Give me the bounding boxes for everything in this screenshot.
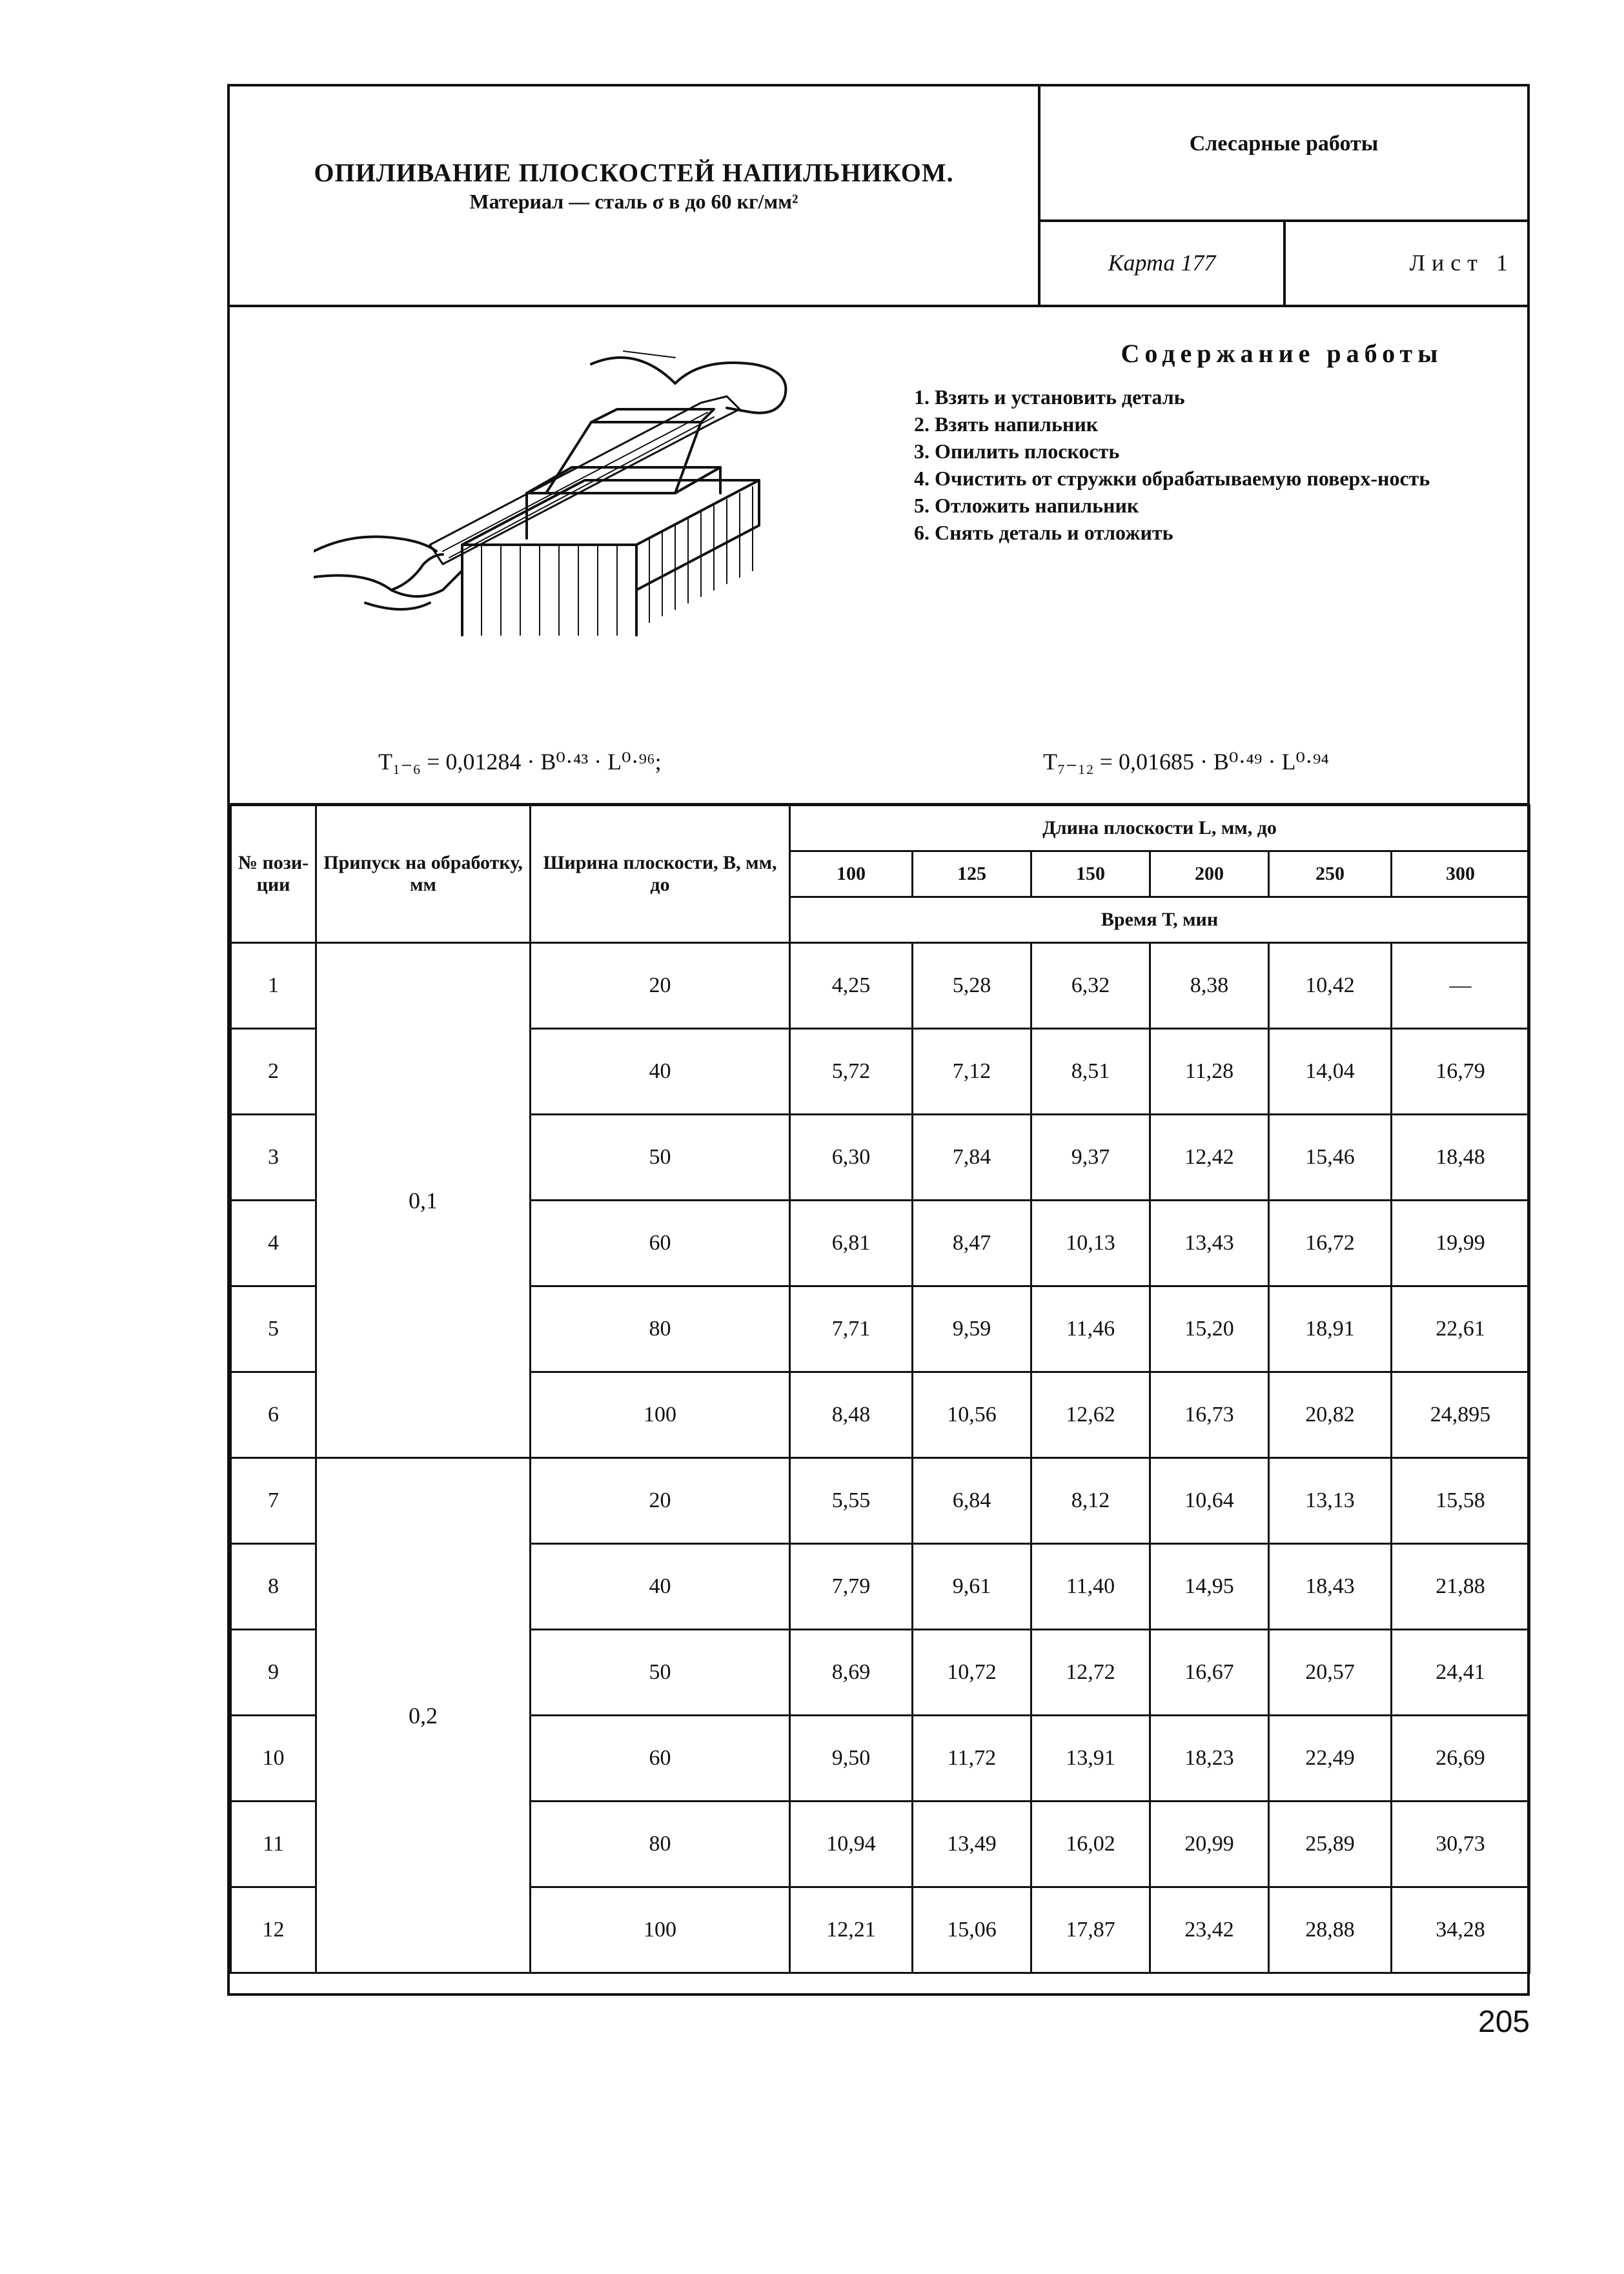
- formula-t1-6: T₁₋₆ = 0,01284 · B⁰·⁴³ · L⁰·⁹⁶;: [378, 749, 662, 775]
- time-value-cell: 11,46: [1031, 1286, 1150, 1372]
- pripusk-cell: 0,1: [316, 943, 531, 1458]
- time-value-cell: 18,48: [1392, 1115, 1530, 1201]
- time-value-cell: 10,94: [790, 1802, 913, 1887]
- time-value-cell: 15,58: [1392, 1458, 1530, 1544]
- position-number-cell: 9: [231, 1630, 316, 1716]
- document-title: ОПИЛИВАНИЕ ПЛОСКОСТЕЙ НАПИЛЬНИКОМ.: [314, 158, 954, 187]
- length-header: 100: [790, 851, 913, 897]
- time-value-cell: 18,23: [1150, 1716, 1269, 1802]
- time-value-cell: 14,04: [1269, 1029, 1392, 1115]
- card-frame: [227, 84, 1530, 1996]
- length-header: 250: [1269, 851, 1392, 897]
- time-value-cell: 4,25: [790, 943, 913, 1029]
- time-value-cell: 6,84: [913, 1458, 1031, 1544]
- time-value-cell: 24,895: [1392, 1372, 1530, 1458]
- time-value-cell: 20,57: [1269, 1630, 1392, 1716]
- width-cell: 20: [531, 943, 790, 1029]
- time-value-cell: 16,67: [1150, 1630, 1269, 1716]
- width-cell: 100: [531, 1372, 790, 1458]
- time-value-cell: 13,49: [913, 1802, 1031, 1887]
- width-cell: 50: [531, 1630, 790, 1716]
- length-header: 125: [913, 851, 1031, 897]
- list-label: Лист 1: [1409, 250, 1514, 276]
- position-number-cell: 7: [231, 1458, 316, 1544]
- time-value-cell: 11,28: [1150, 1029, 1269, 1115]
- col-header-time: Время Т, мин: [790, 897, 1530, 943]
- list-cell: [1286, 222, 1527, 305]
- position-number-cell: 3: [231, 1115, 316, 1201]
- time-value-cell: 5,28: [913, 943, 1031, 1029]
- time-value-cell: 7,71: [790, 1286, 913, 1372]
- page-number: 205: [1478, 2005, 1530, 2039]
- width-cell: 80: [531, 1802, 790, 1887]
- col-header-pripusk: Припуск на обработку, мм: [316, 806, 531, 943]
- time-value-cell: 12,62: [1031, 1372, 1150, 1458]
- length-header: 150: [1031, 851, 1150, 897]
- time-value-cell: 23,42: [1150, 1887, 1269, 1973]
- time-value-cell: 20,82: [1269, 1372, 1392, 1458]
- width-cell: 40: [531, 1544, 790, 1630]
- table-body: [231, 943, 1530, 1973]
- formula-t7-12: T₇₋₁₂ = 0,01685 · B⁰·⁴⁹ · L⁰·⁹⁴: [1043, 749, 1329, 775]
- material-subtitle: Материал — сталь σ в до 60 кг/мм²: [469, 190, 798, 213]
- time-value-cell: 12,72: [1031, 1630, 1150, 1716]
- section-cell: [1040, 86, 1527, 222]
- time-value-cell: 5,72: [790, 1029, 913, 1115]
- col-header-dlina: Длина плоскости L, мм, до: [790, 806, 1530, 851]
- col-header-number: № пози-ции: [231, 806, 316, 943]
- time-value-cell: 7,84: [913, 1115, 1031, 1201]
- time-value-cell: 26,69: [1392, 1716, 1530, 1802]
- position-number-cell: 6: [231, 1372, 316, 1458]
- col-header-shirina: Ширина плоскости, В, мм, до: [531, 806, 790, 943]
- width-cell: 60: [531, 1716, 790, 1802]
- time-value-cell: 16,02: [1031, 1802, 1150, 1887]
- position-number-cell: 5: [231, 1286, 316, 1372]
- width-cell: 20: [531, 1458, 790, 1544]
- time-value-cell: 13,13: [1269, 1458, 1392, 1544]
- karta-cell: [1040, 222, 1286, 305]
- table-row: [231, 943, 1530, 1029]
- time-value-cell: 15,20: [1150, 1286, 1269, 1372]
- time-value-cell: 22,61: [1392, 1286, 1530, 1372]
- time-value-cell: 9,50: [790, 1716, 913, 1802]
- work-step: 3. Опилить плоскость: [914, 440, 1120, 463]
- time-value-cell: 7,12: [913, 1029, 1031, 1115]
- width-cell: 40: [531, 1029, 790, 1115]
- time-value-cell: 9,37: [1031, 1115, 1150, 1201]
- time-value-cell: 18,91: [1269, 1286, 1392, 1372]
- time-value-cell: 24,41: [1392, 1630, 1530, 1716]
- time-value-cell: 13,43: [1150, 1201, 1269, 1286]
- time-value-cell: 30,73: [1392, 1802, 1530, 1887]
- work-step: 5. Отложить напильник: [914, 494, 1139, 517]
- work-step: 2. Взять напильник: [914, 412, 1099, 436]
- time-value-cell: 10,42: [1269, 943, 1392, 1029]
- time-value-cell: 12,21: [790, 1887, 913, 1973]
- position-number-cell: 4: [231, 1201, 316, 1286]
- time-value-cell: 10,64: [1150, 1458, 1269, 1544]
- time-value-cell: —: [1392, 943, 1530, 1029]
- time-value-cell: 7,79: [790, 1544, 913, 1630]
- work-step: 4. Очистить от стружки обрабатываемую поверх-ность: [914, 467, 1430, 490]
- work-steps-list: [914, 383, 1521, 546]
- position-number-cell: 2: [231, 1029, 316, 1115]
- pripusk-cell: 0,2: [316, 1458, 531, 1973]
- time-value-cell: 13,91: [1031, 1716, 1150, 1802]
- time-value-cell: 15,46: [1269, 1115, 1392, 1201]
- time-value-cell: 28,88: [1269, 1887, 1392, 1973]
- time-value-cell: 16,72: [1269, 1201, 1392, 1286]
- time-value-cell: 11,72: [913, 1716, 1031, 1802]
- time-value-cell: 6,81: [790, 1201, 913, 1286]
- time-value-cell: 16,73: [1150, 1372, 1269, 1458]
- time-value-cell: 21,88: [1392, 1544, 1530, 1630]
- time-value-cell: 15,06: [913, 1887, 1031, 1973]
- time-value-cell: 8,51: [1031, 1029, 1150, 1115]
- time-value-cell: 20,99: [1150, 1802, 1269, 1887]
- width-cell: 60: [531, 1201, 790, 1286]
- hand-filing-workpiece-in-vise-icon: [314, 332, 804, 667]
- position-number-cell: 10: [231, 1716, 316, 1802]
- time-value-cell: 25,89: [1269, 1802, 1392, 1887]
- position-number-cell: 8: [231, 1544, 316, 1630]
- time-value-cell: 6,30: [790, 1115, 913, 1201]
- width-cell: 50: [531, 1115, 790, 1201]
- work-step: 1. Взять и установить деталь: [914, 385, 1185, 409]
- time-value-cell: 14,95: [1150, 1544, 1269, 1630]
- time-value-cell: 8,12: [1031, 1458, 1150, 1544]
- time-value-cell: 9,61: [913, 1544, 1031, 1630]
- width-cell: 80: [531, 1286, 790, 1372]
- time-value-cell: 9,59: [913, 1286, 1031, 1372]
- time-value-cell: 18,43: [1269, 1544, 1392, 1630]
- time-value-cell: 8,69: [790, 1630, 913, 1716]
- length-header: 300: [1392, 851, 1530, 897]
- time-value-cell: 22,49: [1269, 1716, 1392, 1802]
- width-cell: 100: [531, 1887, 790, 1973]
- position-number-cell: 1: [231, 943, 316, 1029]
- time-value-cell: 10,72: [913, 1630, 1031, 1716]
- time-value-cell: 16,79: [1392, 1029, 1530, 1115]
- content-title: Содержание работы: [1121, 339, 1443, 368]
- header-title-cell: [230, 86, 1040, 305]
- time-value-cell: 17,87: [1031, 1887, 1150, 1973]
- time-value-cell: 8,38: [1150, 943, 1269, 1029]
- time-value-cell: 10,56: [913, 1372, 1031, 1458]
- work-step: 6. Снять деталь и отложить: [914, 521, 1173, 544]
- position-number-cell: 11: [231, 1802, 316, 1887]
- length-header: 200: [1150, 851, 1269, 897]
- position-number-cell: 12: [231, 1887, 316, 1973]
- time-value-cell: 6,32: [1031, 943, 1150, 1029]
- time-value-cell: 5,55: [790, 1458, 913, 1544]
- time-value-cell: 12,42: [1150, 1115, 1269, 1201]
- table-row: [231, 1458, 1530, 1544]
- time-norms-table: [230, 804, 1530, 1974]
- time-value-cell: 8,47: [913, 1201, 1031, 1286]
- time-value-cell: 34,28: [1392, 1887, 1530, 1973]
- time-value-cell: 8,48: [790, 1372, 913, 1458]
- section-label: Слесарные работы: [1189, 132, 1379, 156]
- karta-label: Карта 177: [1108, 250, 1216, 276]
- time-value-cell: 11,40: [1031, 1544, 1150, 1630]
- time-value-cell: 19,99: [1392, 1201, 1530, 1286]
- time-value-cell: 10,13: [1031, 1201, 1150, 1286]
- header-divider: [230, 305, 1527, 307]
